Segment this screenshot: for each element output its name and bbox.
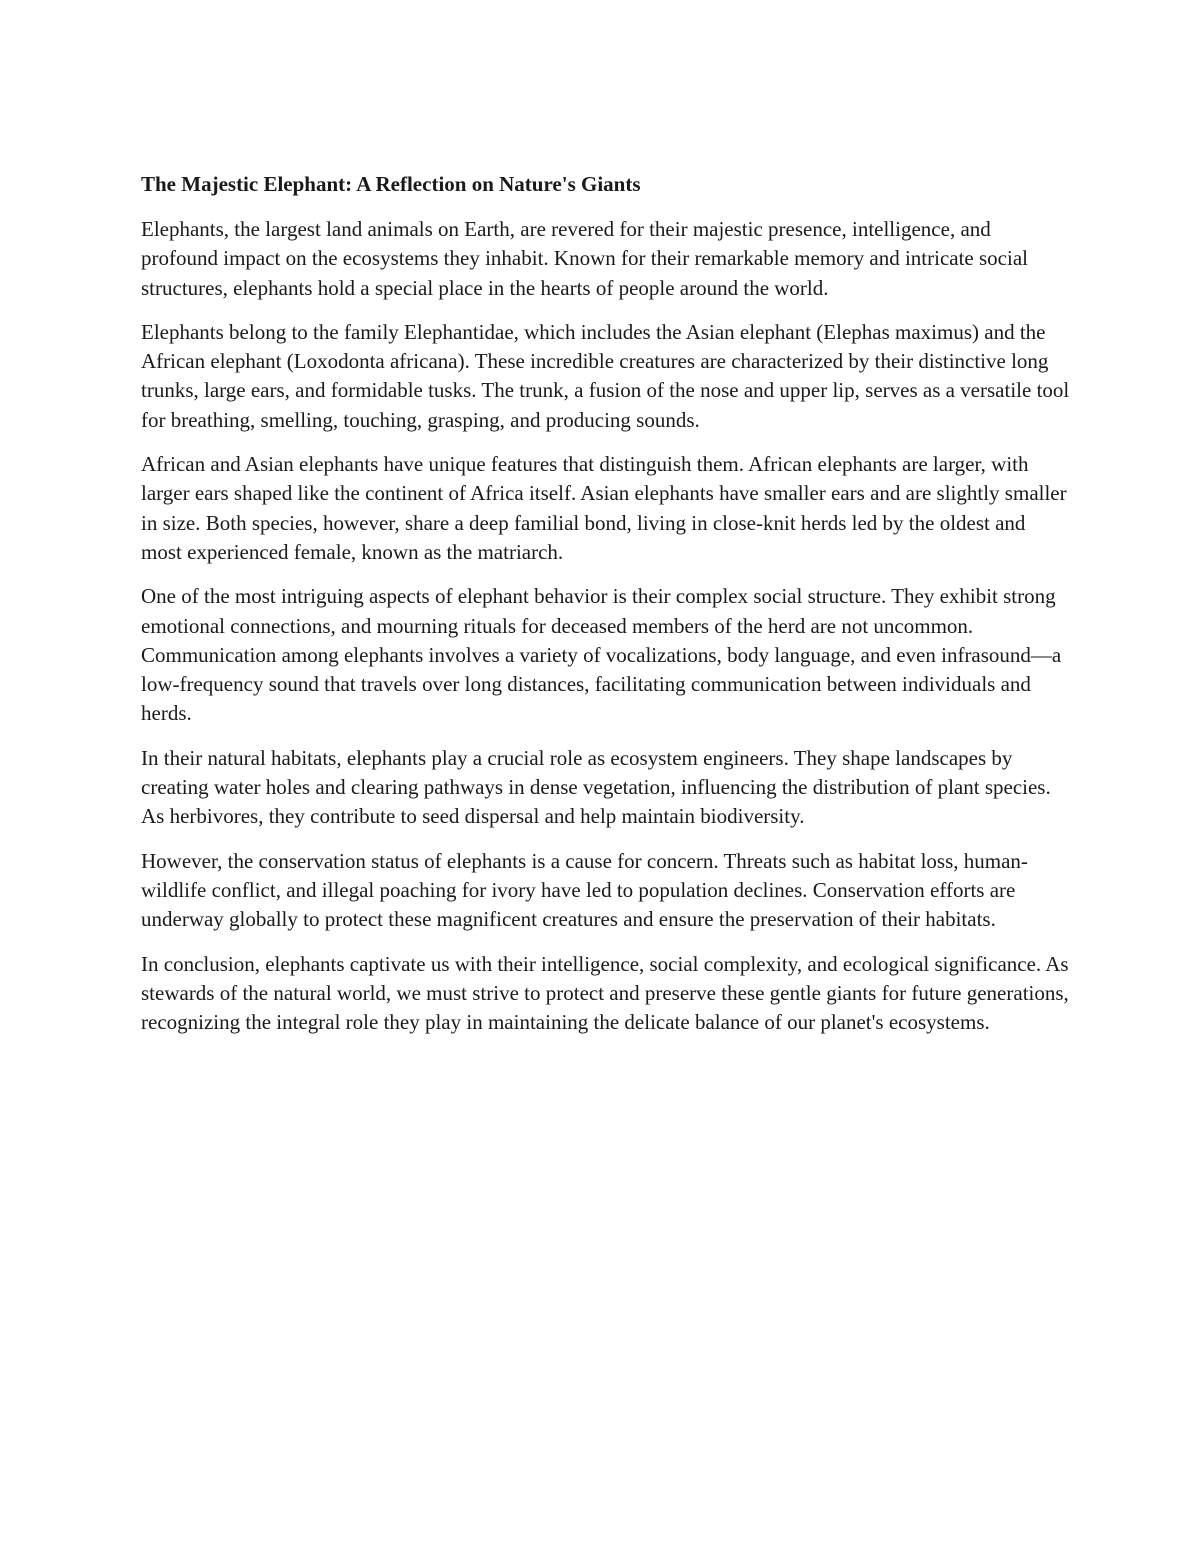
paragraph-conclusion: In conclusion, elephants captivate us with their intelligence, social complexity, and ecological significance. As stewards of the natural world, we must strive to protect and preserve these gentle giants for future generations, recognizing the integral role they play in maintaining the delicate balance of our planet's ecosystems. [141, 951, 1069, 1035]
paragraph-introduction: Elephants, the largest land animals on Earth, are revered for their majestic presence, intelligence, and profound impact on the ecosystems they inhabit. Known for their remarkable memory and intricate social structures, elephants hold a special place in the hearts of people around the world. [141, 217, 1028, 300]
document-title: The Majestic Elephant: A Reflection on Nature's Giants [141, 172, 641, 196]
document-body [141, 170, 1071, 1052]
paragraph-social-behavior: One of the most intriguing aspects of elephant behavior is their complex social structure. They exhibit strong emotional connections, and mourning rituals for deceased members of the herd are not uncommon. Communication among elephants involves a variety of vocalizations, body language, and even infrasound—a low-frequency sound that travels over long distances, facilitating communication between individuals and herds. [141, 584, 1062, 726]
paragraph-conservation: However, the conservation status of elephants is a cause for concern. Threats such as habitat loss, human-wildlife conflict, and illegal poaching for ivory have led to population declines. Conservation efforts are underway globally to protect these magnificent creatures and ensure the preservation of their habitats. [141, 848, 1028, 932]
paragraph-taxonomy: Elephants belong to the family Elephantidae, which includes the Asian elephant (Elephas maximus) and the African elephant (Loxodonta africana). These incredible creatures are characterized by their distinctive long trunks, large ears, and formidable tusks. The trunk, a fusion of the nose and upper lip, serves as a versatile tool for breathing, smelling, touching, grasping, and producing sounds. [141, 319, 1070, 432]
paragraph-species-differences: African and Asian elephants have unique features that distinguish them. African elephants are larger, with larger ears shaped like the continent of Africa itself. Asian elephants have smaller ears and are slightly smaller in size. Both species, however, share a deep familial bond, living in close-knit herds led by the oldest and most experienced female, known as the matriarch. [141, 452, 1067, 564]
paragraph-ecosystem-role: In their natural habitats, elephants play a crucial role as ecosystem engineers. They shape landscapes by creating water holes and clearing pathways in dense vegetation, influencing the distribution of plant species. As herbivores, they contribute to seed dispersal and help maintain biodiversity. [141, 745, 1051, 829]
